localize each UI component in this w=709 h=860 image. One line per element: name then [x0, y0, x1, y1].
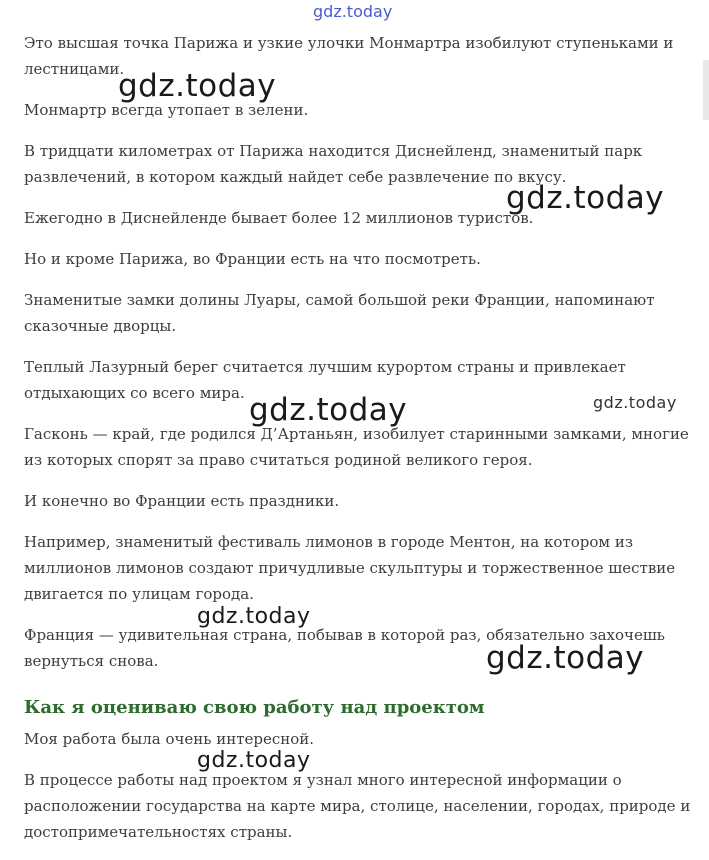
paragraph: И конечно во Франции есть праздники. [24, 492, 340, 510]
paragraph: Моя работа была очень интересной. [24, 730, 315, 748]
watermark: gdz.today [593, 393, 677, 412]
watermark: gdz.today [118, 68, 277, 104]
paragraph: Это высшая точка Парижа и узкие улочки Монмартра изобилуют ступеньками и лестницами. [24, 34, 674, 78]
paragraph: В процессе работы над проектом я узнал много интересной информации о расположении государства на карте мира, столице, населении, городах, природе и достопримечательностях страны. [24, 771, 691, 841]
paragraph: Знаменитые замки долины Луары, самой большой реки Франции, напоминают сказочные дворцы. [24, 291, 655, 335]
paragraph: Монмартр всегда утопает в зелени. [24, 101, 309, 119]
paragraph: Но и кроме Парижа, во Франции есть на что посмотреть. [24, 250, 481, 268]
paragraph: Ежегодно в Диснейленде бывает более 12 миллионов туристов. [24, 209, 534, 227]
watermark-top: gdz.today [313, 2, 393, 21]
paragraph: В тридцати километрах от Парижа находится Диснейленд, знаменитый парк развлечений, в котором каждый найдет себе развлечение по вкусу. [24, 142, 643, 186]
section-heading: Как я оцениваю свою работу над проектом [24, 697, 485, 718]
article-body [24, 30, 694, 860]
watermark: gdz.today [249, 392, 408, 428]
watermark: gdz.today [197, 604, 311, 629]
paragraph: Например, знаменитый фестиваль лимонов в городе Ментон, на котором из миллионов лимонов создают причудливые скульптуры и торжественное шествие двигается по улицам города. [24, 533, 676, 603]
scrollbar-thumb[interactable] [703, 60, 709, 120]
paragraph: Теплый Лазурный берег считается лучшим курортом страны и привлекает отдыхающих со всего мира. [24, 358, 626, 402]
paragraph: Гасконь — край, где родился Д’Артаньян, изобилует старинными замками, многие из которых спорят за право считаться родиной великого героя. [24, 425, 689, 469]
watermark: gdz.today [197, 748, 311, 773]
paragraph: Франция — удивительная страна, побывав в которой раз, обязательно захочешь вернуться снова. [24, 626, 665, 670]
watermark: gdz.today [486, 640, 645, 676]
watermark: gdz.today [506, 180, 665, 216]
